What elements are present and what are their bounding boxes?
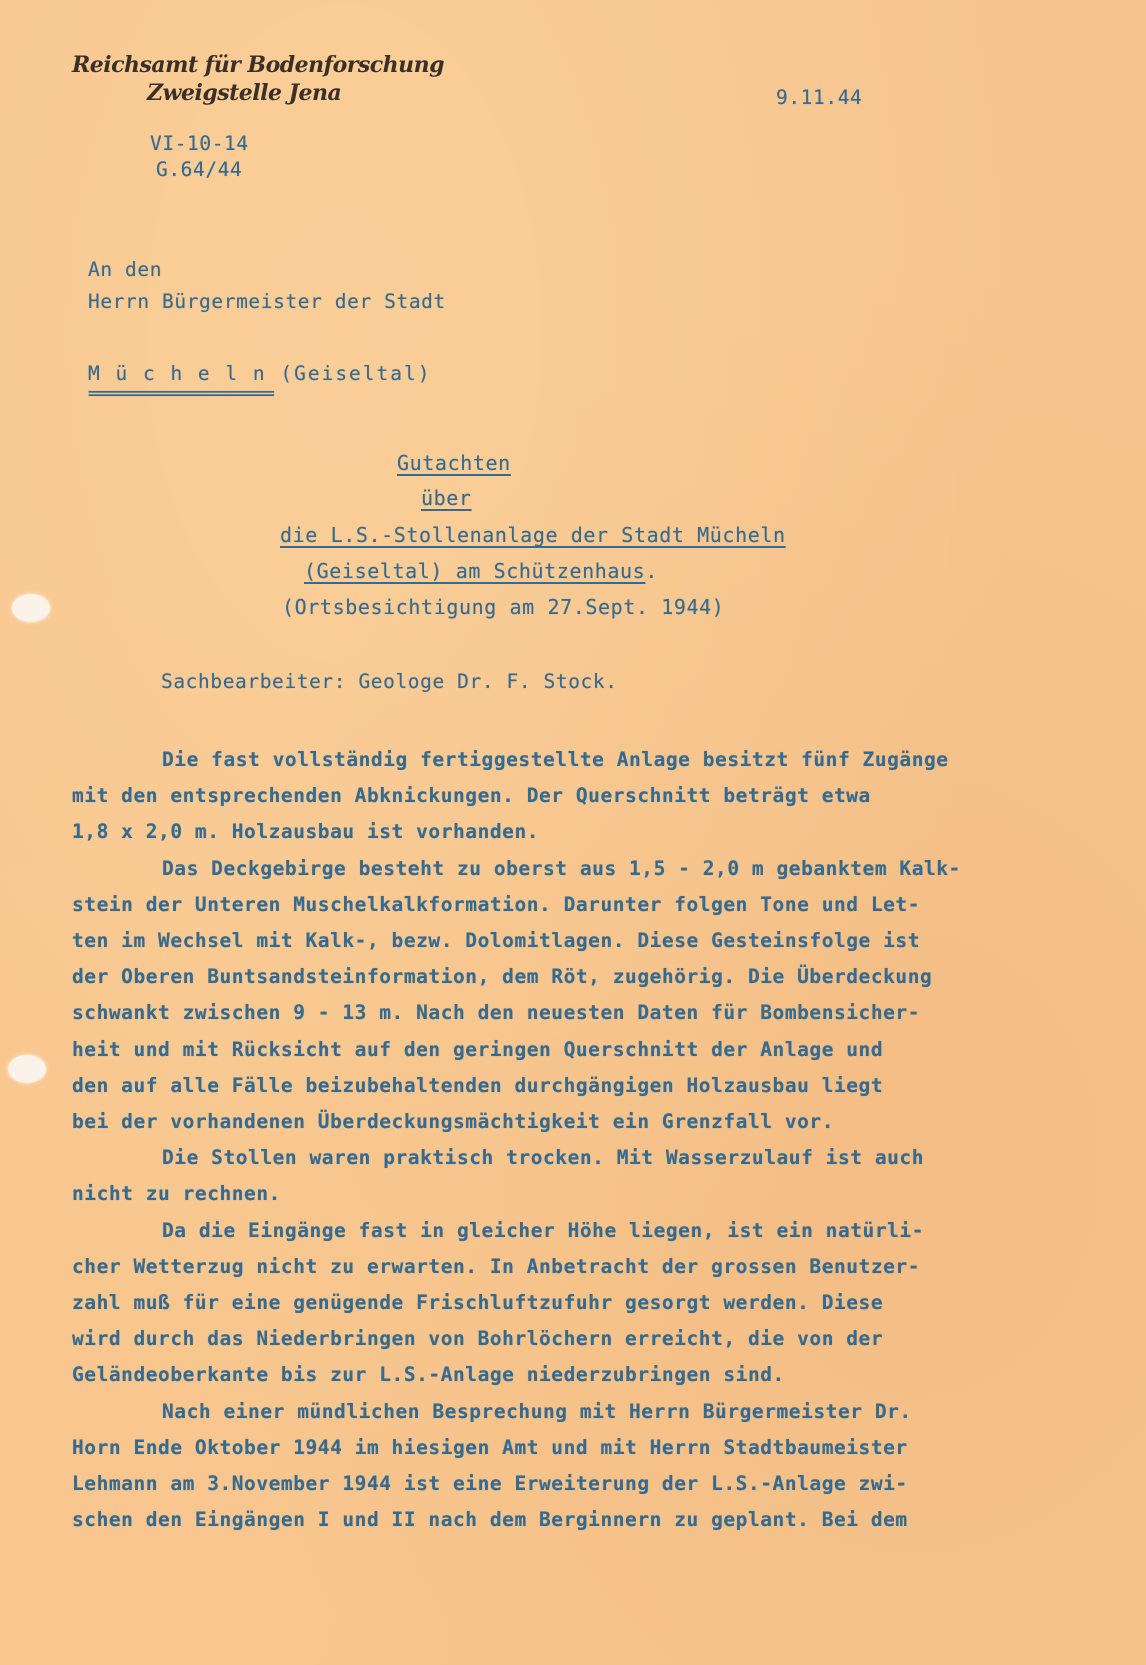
body-line: Die fast vollständig fertiggestellte Anlage besitzt fünf Zugänge bbox=[162, 748, 949, 771]
report-subject-period: . bbox=[645, 559, 658, 583]
letterhead-line-1: Reichsamt für Bodenforschung bbox=[72, 52, 444, 78]
report-title-over bbox=[421, 486, 472, 510]
report-title bbox=[397, 451, 511, 475]
reference-number-1: VI-10-14 bbox=[150, 132, 249, 155]
body-line: Nach einer mündlichen Besprechung mit Herrn Bürgermeister Dr. bbox=[162, 1399, 912, 1423]
author-line: Sachbearbeiter: Geologe Dr. F. Stock. bbox=[161, 670, 618, 693]
report-subject-location-text: (Geiseltal) am Schützenhaus bbox=[304, 559, 646, 583]
address-city: M ü c h e l n (Geiseltal) bbox=[88, 362, 432, 385]
address-line-2: Herrn Bürgermeister der Stadt bbox=[88, 290, 446, 313]
address-double-underline: ========================== bbox=[88, 386, 274, 402]
body-line: Das Deckgebirge besteht zu oberst aus 1,5 - 2,0 m gebanktem Kalk- bbox=[162, 856, 961, 880]
body-line: heit und mit Rücksicht auf den geringen Querschnitt der Anlage und bbox=[72, 1037, 884, 1061]
report-title-text: Gutachten bbox=[397, 451, 511, 475]
body-line: Da die Eingänge fast in gleicher Höhe liegen, ist ein natürli- bbox=[162, 1218, 924, 1242]
report-subject bbox=[280, 523, 786, 547]
body-line: nicht zu rechnen. bbox=[72, 1182, 281, 1206]
punch-hole bbox=[12, 594, 50, 622]
body-line: den auf alle Fälle beizubehaltenden durchgängigen Holzausbau liegt bbox=[72, 1073, 884, 1097]
body-line: stein der Unteren Muschelkalkformation. Darunter folgen Tone und Let- bbox=[72, 892, 921, 916]
body-line: 1,8 x 2,0 m. Holzausbau ist vorhanden. bbox=[72, 820, 540, 844]
body-line: schen den Eingängen I und II nach dem Berginnern zu geplant. Bei dem bbox=[72, 1508, 908, 1532]
body-line: zahl muß für eine genügende Frischluftzufuhr gesorgt werden. Diese bbox=[72, 1291, 884, 1315]
address-line-1: An den bbox=[88, 258, 163, 281]
body-line: bei der vorhandenen Überdeckungsmächtigkeit ein Grenzfall vor. bbox=[72, 1110, 834, 1134]
document-date: 9.11.44 bbox=[776, 86, 863, 109]
report-subject-text: die L.S.-Stollenanlage der Stadt Mücheln bbox=[280, 523, 786, 547]
body-line: wird durch das Niederbringen von Bohrlöchern erreicht, die von der bbox=[72, 1327, 884, 1351]
body-line: Geländeoberkante bis zur L.S.-Anlage niederzubringen sind. bbox=[72, 1363, 785, 1387]
report-title-over-text: über bbox=[421, 486, 472, 510]
body-line: cher Wetterzug nicht zu erwarten. In Anbetracht der grossen Benutzer- bbox=[72, 1254, 921, 1278]
body-line: schwankt zwischen 9 - 13 m. Nach den neuesten Daten für Bombensicher- bbox=[72, 1001, 921, 1025]
body-line: ten im Wechsel mit Kalk-, bezw. Dolomitlagen. Diese Gesteinsfolge ist bbox=[72, 929, 921, 953]
body-line: Die Stollen waren praktisch trocken. Mit Wasserzulauf ist auch bbox=[162, 1146, 924, 1170]
body-line: mit den entsprechenden Abknickungen. Der Querschnitt beträgt etwa bbox=[72, 784, 871, 808]
body-line: Horn Ende Oktober 1944 im hiesigen Amt und mit Herrn Stadtbaumeister bbox=[72, 1435, 908, 1459]
site-inspection-date: (Ortsbesichtigung am 27.Sept. 1944) bbox=[282, 595, 725, 619]
punch-hole bbox=[8, 1055, 46, 1083]
letterhead-stamp bbox=[72, 52, 444, 106]
body-line: Lehmann am 3.November 1944 ist eine Erweiterung der L.S.-Anlage zwi- bbox=[72, 1472, 908, 1496]
letterhead-line-2: Zweigstelle Jena bbox=[147, 80, 342, 106]
body-line: der Oberen Buntsandsteinformation, dem Röt, zugehörig. Die Überdeckung bbox=[72, 965, 933, 989]
report-body bbox=[72, 742, 1092, 1538]
reference-number-2: G.64/44 bbox=[156, 158, 243, 181]
report-subject-location bbox=[304, 559, 658, 583]
